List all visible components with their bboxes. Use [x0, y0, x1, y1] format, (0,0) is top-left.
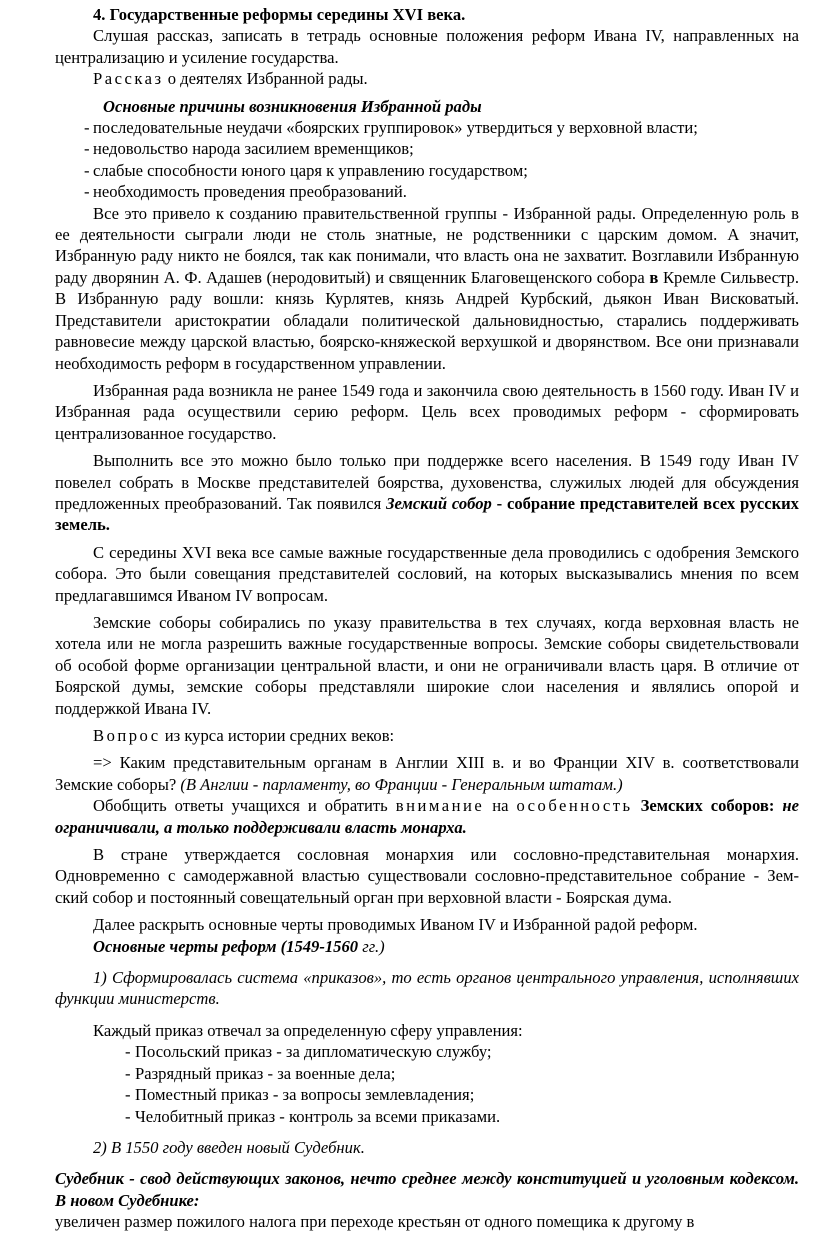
sudebnik-definition: Судебник - свод действующих законов, нечто среднее между конституцией и уголовным кодексом. В новом Судебнике:: [55, 1169, 799, 1210]
intro-paragraph: Слушая рассказ, записать в тетрадь основные положения реформ Ивана IV, направленных на централизацию и усиление государства.: [55, 26, 799, 67]
features-heading: Основные черты реформ (1549-1560 гг.): [93, 936, 385, 956]
list-item: - Поместный приказ - за вопросы землевладения;: [125, 1085, 475, 1105]
paragraph-rada: Все это привело к созданию правительственной группы - Избранной рады. Определенную роль в ее деятельности сыграли люди не столь знатные, не родственники с царским домом. А значит, Избранную раду никто не боялся, так как понимали, что власть она не захватит. Возглавили Избранную раду дворянин А. Ф. Адашев (неродовитый) и священник Благовещенского собора в Кремле Сильвестр. В Избранную раду вошли: князь Курлятев, князь Андрей Курбский, дьякон Иван Висковатый. Представители аристократии обладали политической дальновидностью, старались поддерживать равновесие между царской властью, боярско-княжеской верхушкой и дворянством. Все они признавали необходимость реформ в государственном управлении.: [55, 203, 799, 373]
paragraph-next: Далее раскрыть основные черты проводимых Иваном IV и Избранной радой реформ.: [93, 915, 698, 935]
paragraph-reforms-goal: Избранная рада возникла не ранее 1549 года и закончила свою деятельность в 1560 году. Иван IV и Избранная рада осуществили серию реформ. Цель всех проводимых реформ - сформировать централизованное государство.: [55, 380, 799, 443]
list-item: - необходимость проведения преобразований.: [84, 182, 407, 202]
question-line: Вопрос из курса истории средних веков:: [93, 726, 395, 745]
summary-paragraph: Обобщить ответы учащихся и обратить внимание на особенность Земских соборов: не ограничивали, а только поддерживали власть монарха.: [55, 796, 799, 837]
causes-list: [55, 117, 799, 203]
paragraph-monarchy: В стране утверждается сословная монархия или сословно-представительная монархия. Одновременно с самодержавной властью существовали сословно-представительное собрание - Зем-ский собор и постоянный совещательный орган при верховной власти - Боярская дума.: [55, 845, 799, 907]
question-text: => Каким представительным органам в Англии XIII в. и во Франции XIV в. соответствовали Земские соборы? (В Англии - парламенту, во Франции - Генеральным штатам.): [55, 753, 800, 794]
paragraph-sobor-approval: С середины XVI века все самые важные государственные дела проводились с одобрения Земского собора. Это были совещания представителей сословий, на которых высказывались мнения по всем предлагавшимся Иваном IV вопросам.: [55, 542, 799, 605]
list-item: - Челобитный приказ - контроль за всеми приказами.: [125, 1106, 501, 1126]
list-item: - Посольский приказ - за дипломатическую службу;: [125, 1042, 492, 1062]
prikazy-list: [55, 1041, 799, 1127]
paragraph-sobor-convened: Земские соборы собирались по указу правительства в тех случаях, когда верховная власть не хотела или не могла разрешить важные государственные вопросы. Земские соборы свидетельствовали об особой форме организации центральной власти, и они не ограничивали власть царя. В отличие от Боярской думы, земские соборы представляли широкие слои населения и являлись опорой и поддержкой Ивана IV.: [55, 612, 799, 718]
list-item: - последовательные неудачи «боярских группировок» утвердиться у верховной власти;: [84, 118, 698, 138]
list-item: - Разрядный приказ - за военные дела;: [125, 1063, 396, 1083]
causes-heading: Основные причины возникновения Избранной рады: [103, 96, 482, 116]
feature-sudebnik: 2) В 1550 году введен новый Судебник.: [93, 1137, 365, 1157]
list-item: - недовольство народа засилием временщиков;: [84, 139, 414, 159]
feature-prikazy: 1) Сформировалась система «приказов», то есть органов центрального управления, исполнявших функции министерств.: [55, 968, 799, 1009]
section-title: 4. Государственные реформы середины XVI века.: [93, 5, 466, 24]
story-word: Рассказ: [93, 69, 164, 89]
list-item: - слабые способности юного царя к управлению государством;: [84, 160, 528, 180]
last-line: увеличен размер пожилого налога при переходе крестьян от одного помещика к другому в: [55, 1212, 695, 1232]
prikaz-intro: Каждый приказ отвечал за определенную сферу управления:: [93, 1020, 523, 1040]
paragraph-zemsky-sobor: Выполнить все это можно было только при поддержке всего населения. В 1549 году Иван IV повелел собрать в Москве представителей боярства, духовенства, служилых людей для обсуждения предложенных преобразований. Так появился Земский собор - собрание представителей всех русских земель.: [55, 451, 799, 535]
story-line: [55, 68, 799, 89]
story-rest: о деятелях Избранной рады.: [163, 69, 368, 89]
